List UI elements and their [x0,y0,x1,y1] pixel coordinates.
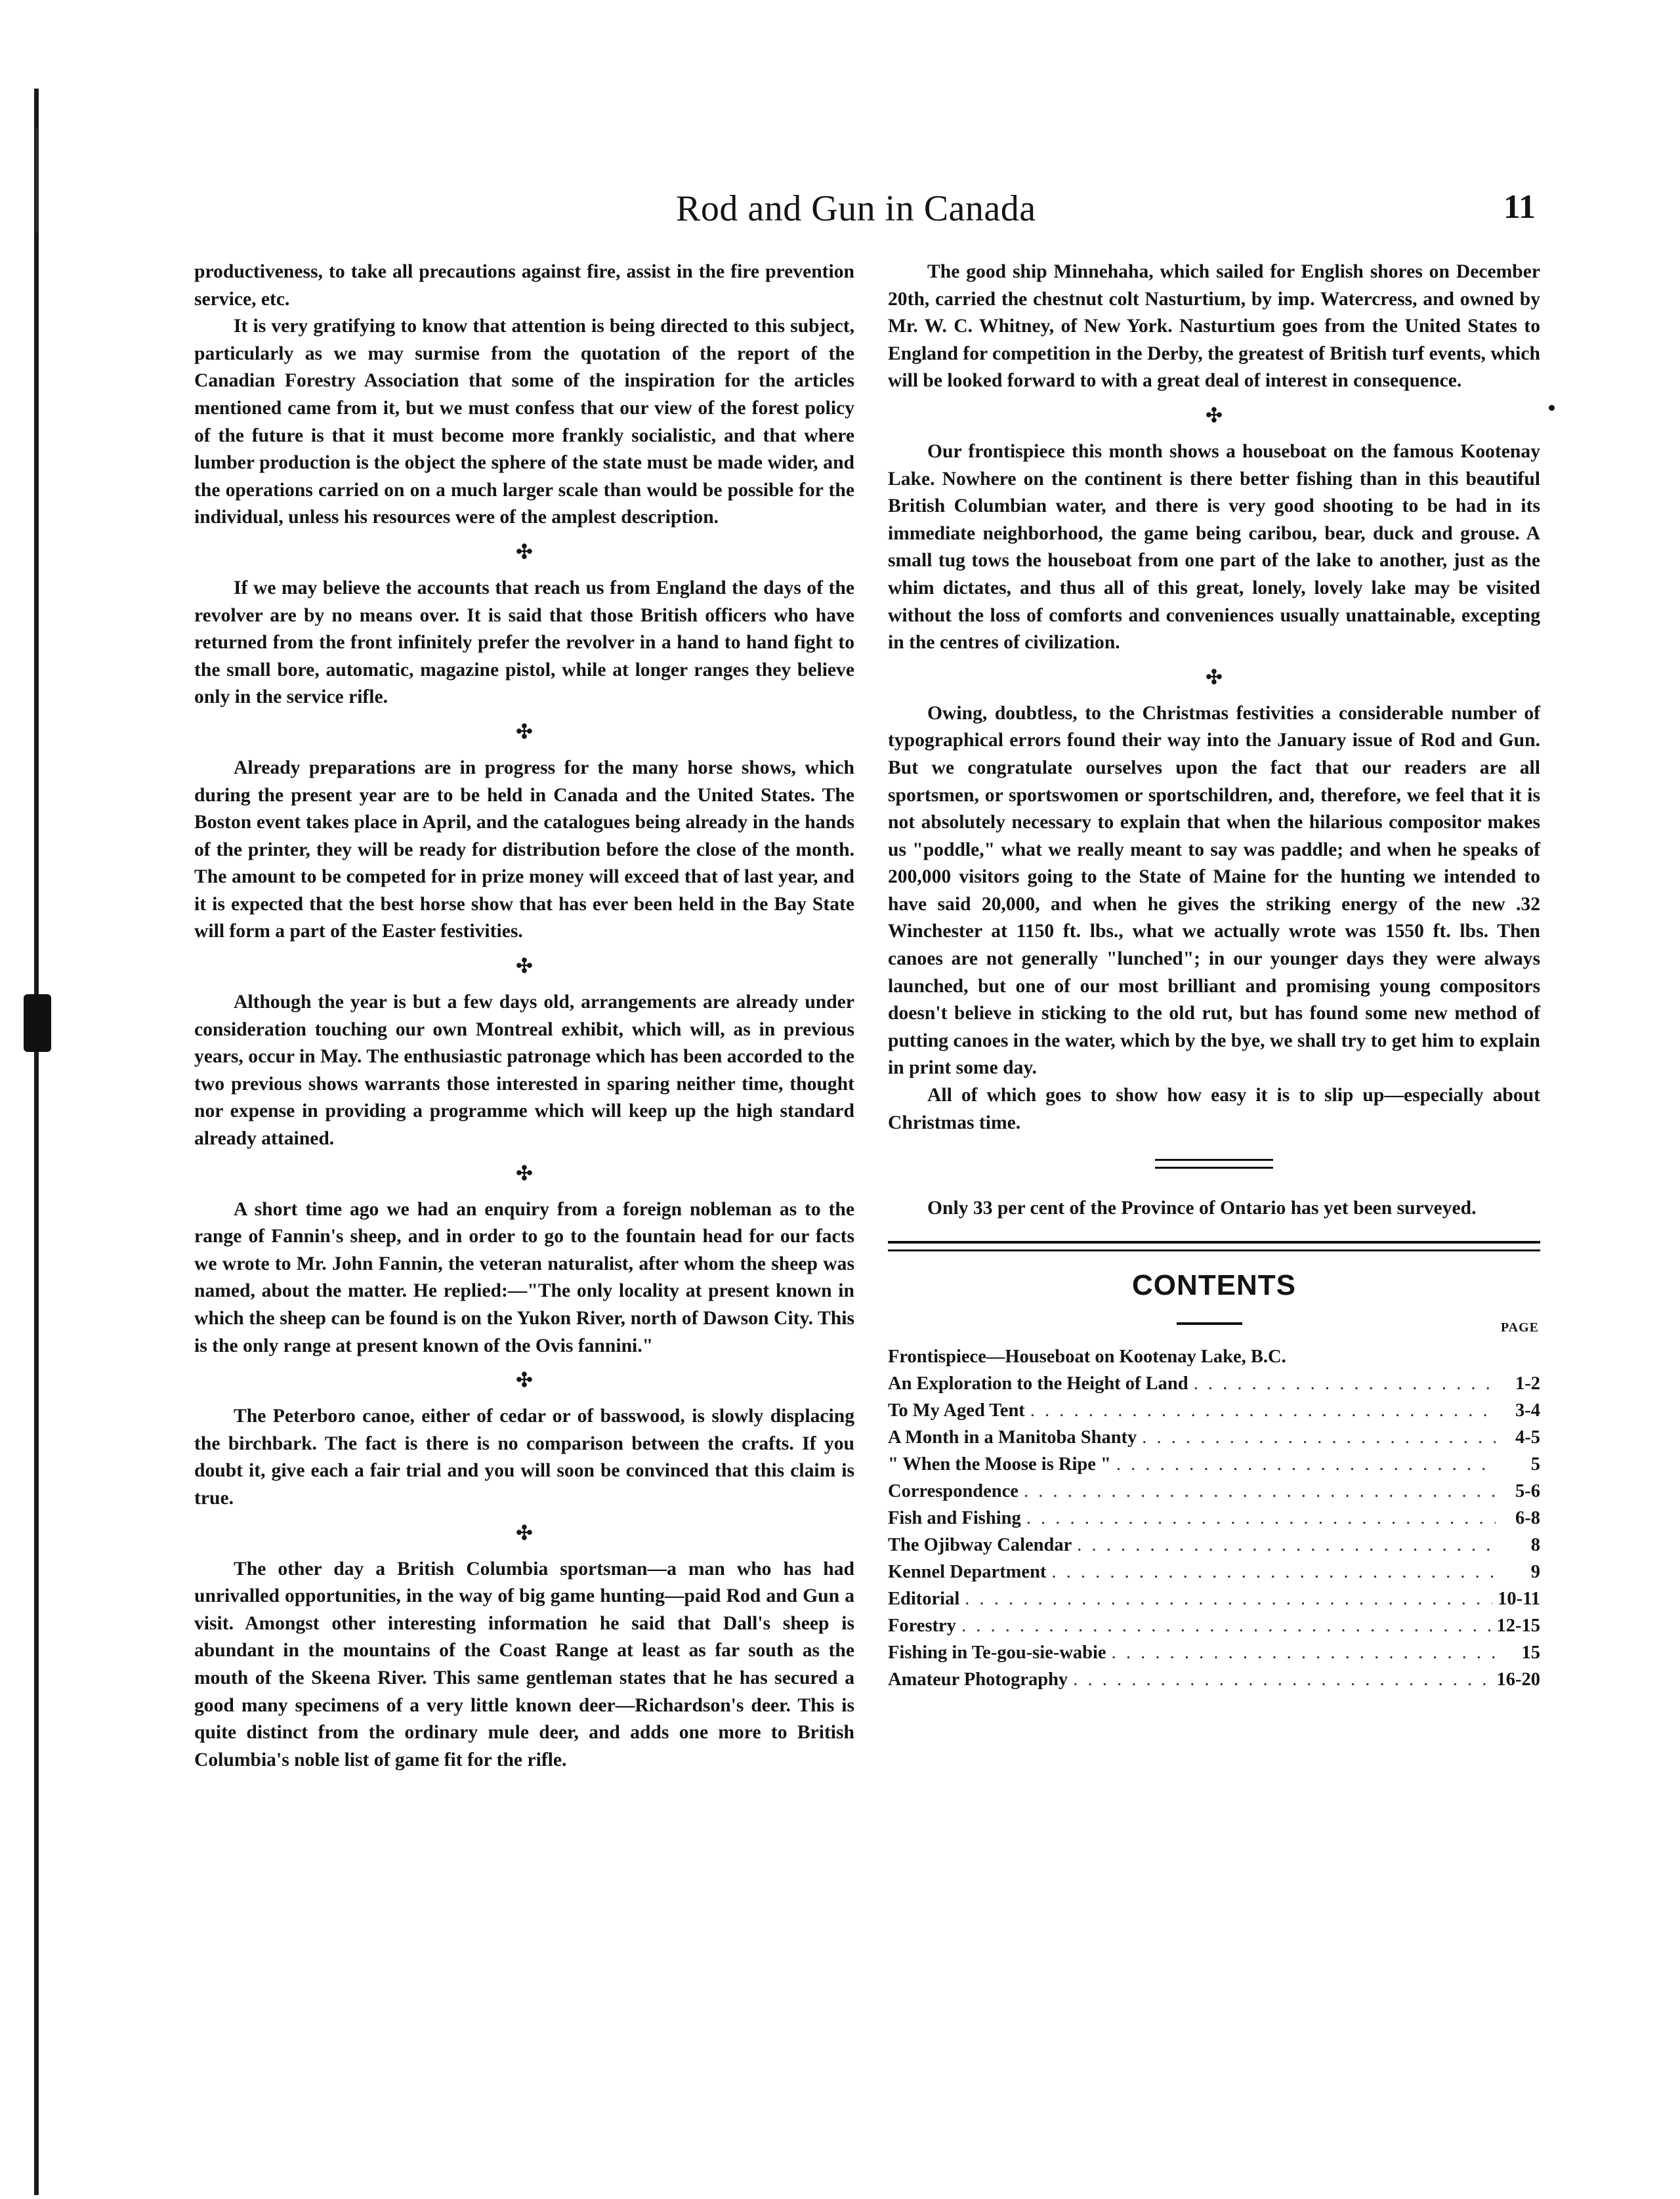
toc-entry [888,1397,1540,1424]
section-rule [1155,1159,1273,1169]
toc-entry-title: The Ojibway Calendar [888,1534,1072,1555]
running-title: Rod and Gun in Canada [676,188,1036,229]
toc-leader-dots [1030,1397,1496,1424]
page-header [184,188,1536,234]
toc-entry [888,1532,1540,1559]
margin-dot [1549,405,1555,411]
toc-entry-page: 9 [1530,1561,1540,1582]
section-ornament: ✣ [516,955,533,978]
toc-entry-title: Fishing in Te-gou-sie-wabie [888,1642,1106,1663]
section-ornament: ✣ [516,1162,533,1184]
section-ornament: ✣ [516,1370,533,1392]
toc-entry-title: An Exploration to the Height of Land [888,1373,1188,1394]
table-of-contents [888,1343,1540,1693]
paragraph: The good ship Minnehaha, which sailed for English shores on December 20th, carried the chestnut colt Nasturtium, by imp. Watercress, and owned by Mr. W. C. Whitney, of New York. Nasturtium goes from the United States to England for competition in the Derby, the greatest of British turf events, which will be looked forward to with a great deal of interest in consequence. [888,261,1540,392]
section-ornament: ✣ [516,1522,533,1544]
paragraph: Owing, doubtless, to the Christmas festivities a considerable number of typographical errors found their way into the January issue of Rod and Gun. But we congratulate ourselves upon the fact that our readers are all sportsmen, or sportswomen or sportschildren, and, therefore, we feel that it is not absolutely necessary to explain that when the hilarious compositor makes us "poddle," what we really meant to say was paddle; and when he speaks of 200,000 visitors going to the State of Maine for the hunting we intended to have said 20,000, and when he gives the striking energy of the new .32 Winchester at 1150 ft. lbs., what we actually wrote was 1550 ft. lbs. Then canoes are not generally "lunched"; in our younger days they were always launched, but one of our most brilliant and promising young compositors doesn't believe in sticking to the old rut, but has found some new method of putting canoes in the water, which by the bye, we shall try to get him to explain in print some day. [888,702,1540,1079]
toc-entry [888,1451,1540,1478]
toc-entry-title: A Month in a Manitoba Shanty [888,1427,1137,1448]
page-binding-clip [24,994,51,1052]
toc-entry-title: To My Aged Tent [888,1400,1025,1421]
section-ornament: ✣ [516,721,533,743]
section-ornament: ✣ [1206,404,1223,427]
toc-leader-dots [1026,1505,1496,1532]
section-ornament: ✣ [1206,666,1223,688]
toc-entry-title: Fish and Fishing [888,1507,1021,1528]
toc-entry-page: 10-11 [1498,1588,1540,1609]
toc-entry-page: 5 [1530,1454,1540,1475]
paragraph: Already preparations are in progress for the many horse shows, which during the present year are to be held in Canada and the United States. The Boston event takes place in April, and the catalogues being already in the hands of the printer, they will be ready for distribution before the close of the month. The amount to be competed for in prize money will exceed that of last year, and it is expected that the best horse show that has ever been held in the Bay State will form a part of the Easter festivities. [194,757,854,942]
paragraph: All of which goes to show how easy it is to slip up—especially about Christmas time. [888,1085,1540,1133]
toc-entry [888,1585,1540,1612]
toc-entry [888,1343,1540,1370]
paragraph: It is very gratifying to know that attention is being directed to this subject, particularly as we may surmise from the quotation of the report of the Canadian Forestry Association that some of the inspiration for the articles mentioned came from it, but we must confess that our view of the forest policy of the future is that it must become more frankly socialistic, and that where lumber production is the object the sphere of the state must be made wider, and the operations carried on on a much larger scale than would be possible for the individual, unless his resources were of the amplest description. [194,316,854,528]
toc-entry [888,1370,1540,1397]
toc-entry-title: Editorial [888,1588,960,1609]
paragraph: If we may believe the accounts that reach us from England the days of the revolver are by no means over. It is said that those British officers who have returned from the front infinitely prefer the revolver in a hand to hand fight to the small bore, automatic, magazine pistol, while at longer ranges they believe only in the service rifle. [194,577,854,708]
paragraph: The other day a British Columbia sportsman—a man who has had unrivalled opportunities, in the way of big game hunting—paid Rod and Gun a visit. Amongst other interesting information he said that Dall's sheep is abundant in the mountains of the Coast Range at least as far south as the mouth of the Skeena River. This same gentleman states that he has secured a good many specimens of a very little known deer—Richardson's deer. This is quite distinct from the ordinary mule deer, and adds one more to British Columbia's noble list of game fit for the rifle. [194,1558,854,1770]
toc-entry-title: Forestry [888,1615,956,1636]
contents-page-label: PAGE [1500,1320,1539,1335]
contents-rule [888,1241,1540,1251]
toc-leader-dots [961,1612,1492,1639]
toc-entry-page: 16-20 [1496,1669,1540,1690]
left-column [194,259,854,1774]
paragraph: Our frontispiece this month shows a houseboat on the famous Kootenay Lake. Nowhere on the continent is there better fishing than in this beautiful British Columbian water, and there is very good shooting to be had in its immediate neighborhood, the game being caribou, bear, duck and grouse. A small tug tows the houseboat from one part of the lake to another, just as the whim dictates, and thus all of this great, lonely, lovely lake may be visited without the loss of comforts and conveniences usually unattainable, excepting in the centres of civilization. [888,440,1540,654]
toc-entry [888,1424,1540,1451]
toc-entry [888,1612,1540,1639]
toc-entry [888,1559,1540,1585]
toc-entry-title: " When the Moose is Ripe " [888,1454,1111,1475]
page-binding-edge [34,89,39,2195]
toc-leader-dots [1077,1532,1496,1559]
toc-entry-page: 5-6 [1515,1480,1540,1501]
paragraph: productiveness, to take all precautions against fire, assist in the fire prevention service, etc. [194,261,854,310]
toc-entry [888,1666,1540,1693]
toc-entry-title: Frontispiece—Houseboat on Kootenay Lake, B.C. [888,1346,1286,1367]
paragraph: The Peterboro canoe, either of cedar or of basswood, is slowly displacing the birchbark. The fact is there is no comparison between the crafts. If you doubt it, give each a fair trial and you will soon be convinced that this claim is true. [194,1406,854,1509]
toc-leader-dots [1024,1478,1496,1505]
toc-leader-dots [1051,1559,1496,1585]
paragraph: A short time ago we had an enquiry from a foreign nobleman as to the range of Fannin's sheep, and in order to go to the fountain head for our facts we wrote to Mr. John Fannin, the veteran naturalist, after whom the sheep was named, about the matter. He replied:—"The only locality at present known in which the sheep can be found is on the Yukon River, north of Dawson City. This is the only range at present known of the Ovis fannini." [194,1198,854,1356]
toc-entry-page: 12-15 [1496,1615,1540,1636]
toc-entry-page: 15 [1521,1642,1540,1663]
toc-entry [888,1478,1540,1505]
right-column [888,259,1540,1693]
section-ornament: ✣ [516,541,533,563]
toc-entry-page: 1-2 [1515,1373,1540,1394]
paragraph: Although the year is but a few days old, arrangements are already under consideration touching our own Montreal exhibit, which will, as in previous years, occur in May. The enthusiastic patronage which has been accorded to the two previous shows warrants those interested in sparing neither time, thought nor expense in providing a programme which will keep up the high standard already attained. [194,992,854,1150]
toc-leader-dots [1142,1424,1496,1451]
paragraph: Only 33 per cent of the Province of Ontario has yet been surveyed. [927,1198,1477,1219]
toc-leader-dots [965,1585,1492,1612]
toc-entry [888,1639,1540,1666]
toc-leader-dots [1112,1639,1496,1666]
contents-dash [1177,1322,1242,1325]
contents-subheader [888,1314,1540,1343]
page-number: 11 [1503,188,1536,226]
toc-leader-dots [1073,1666,1491,1693]
contents-heading: CONTENTS [1132,1268,1296,1301]
toc-entry-title: Kennel Department [888,1561,1047,1582]
page-binding-mark [35,128,38,233]
toc-entry-page: 6-8 [1515,1507,1540,1528]
toc-entry-page: 8 [1530,1534,1540,1555]
toc-entry [888,1505,1540,1532]
toc-entry-page: 4-5 [1515,1427,1540,1448]
toc-entry-title: Correspondence [888,1480,1018,1501]
toc-entry-title: Amateur Photography [888,1669,1068,1690]
toc-leader-dots [1116,1451,1496,1478]
toc-leader-dots [1194,1370,1496,1397]
toc-entry-page: 3-4 [1515,1400,1540,1421]
